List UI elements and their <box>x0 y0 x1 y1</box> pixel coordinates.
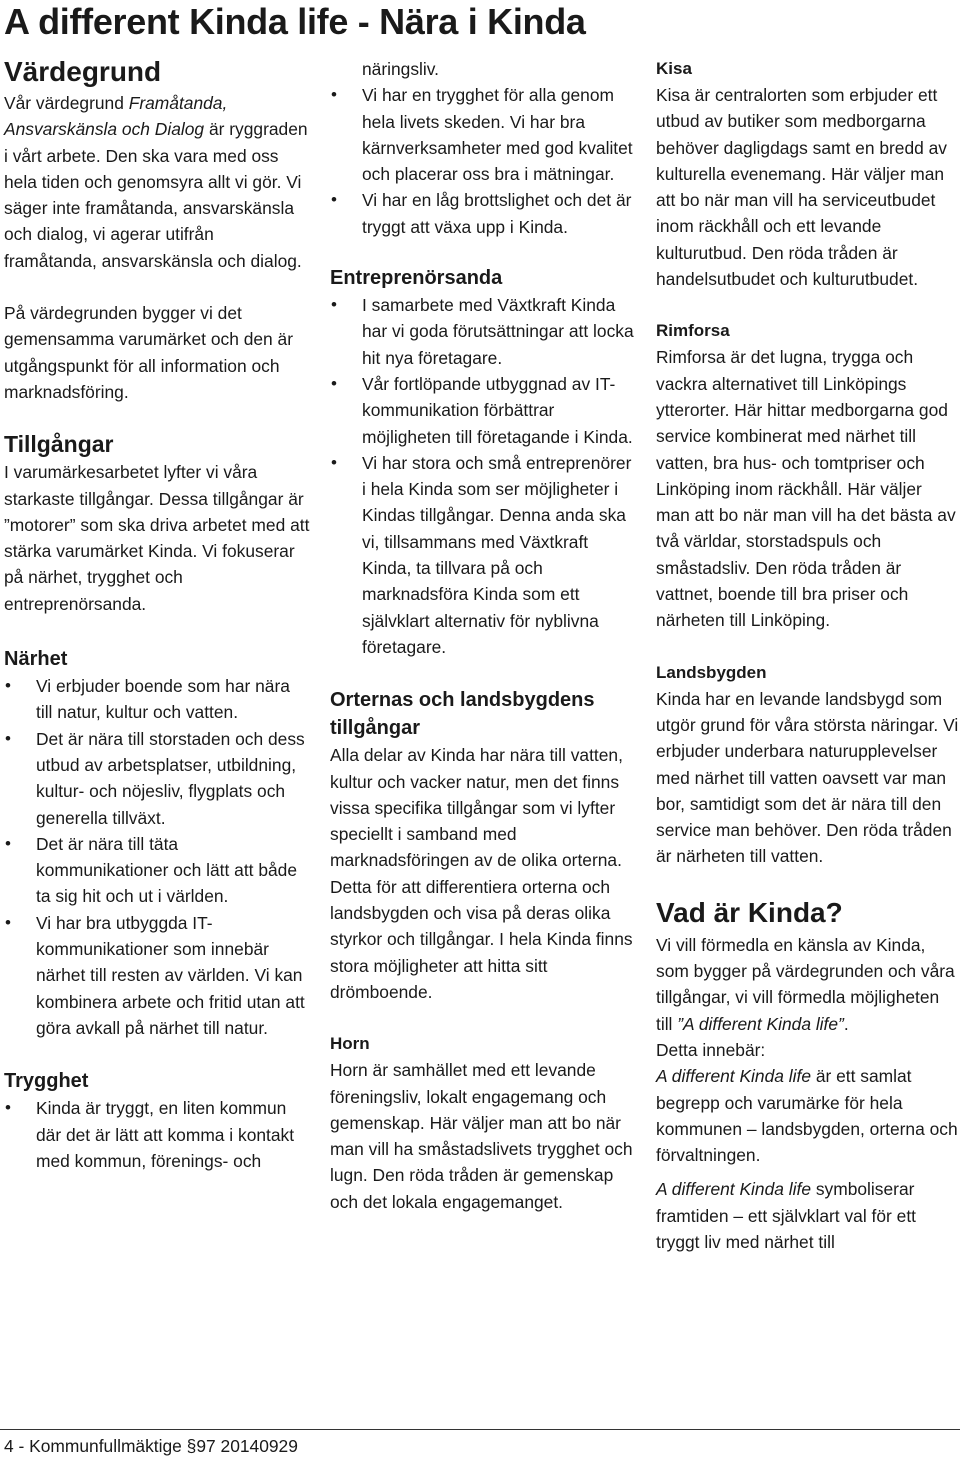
heading-entreprenorsanda: Entreprenörsanda <box>330 267 503 290</box>
list-item: • Vi har bra utbyggda IT-kommunikationer som innebär närhet till resten av världen. Vi kan kombinera arbete och fritid utan att göra avkall på närhet till natur. <box>4 910 310 1041</box>
trygghet-list-continued <box>330 82 635 240</box>
text-run-italic: A different Kinda life <box>656 1179 811 1200</box>
list-item: • Vi har en trygghet för alla genom hela livets skeden. Vi har bra kärnverksamheter med god kvalitet och placerar oss bra i mätningar. <box>330 82 635 187</box>
trygghet-list <box>4 1095 310 1174</box>
horn-paragraph: Horn är samhället med ett levande föreningsliv, lokalt engagemang och gemenskap. Här väljer man att bo när man vill ha småstadslivets trygghet och lugn. Den röda tråden är gemenskap och det lokala engagemanget. <box>330 1060 633 1212</box>
heading-orternas: Orternas och landsbygdens tillgångar <box>330 689 595 740</box>
text-run-italic: ”A different Kinda life” <box>677 1013 844 1034</box>
heading-rimforsa: Rimforsa <box>656 321 730 341</box>
page-footer: 4 - Kommunfullmäktige §97 20140929 <box>4 1436 298 1456</box>
text-run: symboliserar framtiden – ett självklart val för ett tryggt liv med närhet till <box>656 1179 916 1252</box>
heading-narhet: Närhet <box>4 648 68 671</box>
vad-paragraph-3 <box>656 1063 960 1168</box>
list-item: • Vi har stora och små entreprenörer i hela Kinda som ser möjligheter i Kindas tillgångar. Denna anda ska vi, tillsammans med Växtkraft Kinda, ta tillvara på och marknadsföra Kinda som ett självklart alternativ för nyblivna företagare. <box>330 450 635 660</box>
footer-divider <box>0 1429 960 1430</box>
heading-trygghet: Trygghet <box>4 1070 89 1093</box>
column-middle <box>330 56 635 1215</box>
rimforsa-paragraph: Rimforsa är det lugna, trygga och vackra alternativet till Linköpings ytterorter. Här hittar medborgarna god service kombinerat med närhet till vatten, bra hus- och tomtpriser och Linköping inom räckhåll. Här väljer man att bo när man vill ha det bästa av två världar, storstadspuls och småstadsliv. Den röda tråden är vattnet, boende till bra priser och närheten till Linköping. <box>656 347 956 631</box>
landsbygden-paragraph: Kinda har en levande landsbygd som utgör grund för våra största näringar. Vi erbjuder underbara naturupplevelser med närhet till vatten oavsett var man bor, samtidigt som det är nära till den service man behöver. Den röda tråden är närheten till vatten. <box>656 688 959 867</box>
trygghet-continuation: näringsliv. <box>362 59 440 79</box>
list-item: • I samarbete med Växtkraft Kinda har vi goda förutsättningar att locka hit nya företagare. <box>330 292 635 371</box>
list-item: • Vår fortlöpande utbyggnad av IT-kommunikation förbättrar möjligheten till företagande i Kinda. <box>330 371 635 450</box>
orternas-paragraph: Alla delar av Kinda har nära till vatten, kultur och vacker natur, men det finns vissa specifika tillgångar som vi lyfter speciellt i samband med marknadsföringen av de olika orterna. Detta för att differentiera orterna och landsbygden och visa på deras olika styrkor och tillgångar. I hela Kinda finns stora möjligheter att hitta sitt drömboende. <box>330 745 633 1002</box>
text-run: . <box>843 1013 849 1034</box>
kisa-paragraph: Kisa är centralorten som erbjuder ett utbud av butiker som medborgarna behöver dagligdags samt en bredd av kulturella evenemang. Här väljer man att bo när man vill ha serviceutbudet inom räckhåll och ett levande kulturutbud. Den röda tråden är handelsutbudet och kulturutbudet. <box>656 85 948 290</box>
column-right <box>656 56 960 1255</box>
text-run: Vi vill förmedla en känsla av Kinda, som bygger på värdegrunden och våra tillgångar, vi vill förmedla möjligheten till <box>656 934 955 1034</box>
list-item: • Det är nära till storstaden och dess utbud av arbetsplatser, utbildning, kultur- och nöjesliv, flygplats och generella tillväxt. <box>4 726 310 831</box>
list-item: • Kinda är tryggt, en liten kommun där det är lätt att komma i kontakt med kommun, förenings- och <box>4 1095 310 1174</box>
column-left <box>4 56 310 1174</box>
list-item: • Vi erbjuder boende som har nära till natur, kultur och vatten. <box>4 673 310 726</box>
text-run: är ryggraden i vårt arbete. Den ska vara med oss hela tiden och genomsyra allt vi gör. Vi säger inte framåtanda, ansvarskänsla och dialog, vi agerar utifrån framåtanda, ansvarskänsla och dialog. <box>4 119 308 271</box>
heading-tillgangar: Tillgångar <box>4 431 114 458</box>
vardegrund-paragraph-2: På värdegrunden bygger vi det gemensamma varumärket och den är utgångspunkt för all information och marknadsföring. <box>4 303 294 402</box>
entreprenorsanda-list <box>330 292 635 660</box>
heading-kisa: Kisa <box>656 59 692 78</box>
text-run-italic: Framåtanda, Ansvarskänsla och Dialog <box>4 93 228 140</box>
text-run: Vår värdegrund <box>4 93 129 113</box>
heading-vad-ar-kinda: Vad är Kinda? <box>656 896 843 928</box>
narhet-list <box>4 673 310 1041</box>
vad-paragraph-4 <box>656 1176 960 1255</box>
list-item: • Det är nära till täta kommunikationer och lätt att både ta sig hit och ut i världen. <box>4 831 310 910</box>
tillgangar-paragraph: I varumärkesarbetet lyfter vi våra starkaste tillgångar. Dessa tillgångar är ”motorer” som ska driva arbetet med att stärka varumärket Kinda. Vi fokuserar på närhet, trygghet och entreprenörsanda. <box>4 462 310 614</box>
heading-vardegrund: Värdegrund <box>4 56 162 87</box>
heading-landsbygden: Landsbygden <box>656 662 767 682</box>
vardegrund-paragraph-1 <box>4 90 310 274</box>
vad-paragraph-2: Detta innebär: <box>656 1039 766 1060</box>
list-item: • Vi har en låg brottslighet och det är tryggt att växa upp i Kinda. <box>330 187 635 240</box>
heading-horn: Horn <box>330 1034 370 1054</box>
vad-paragraph-1 <box>656 932 960 1037</box>
text-run-italic: A different Kinda life <box>656 1066 811 1087</box>
page-title: A different Kinda life - Nära i Kinda <box>4 1 586 42</box>
text-run: är ett samlat begrepp och varumärke för hela kommunen – landsbygden, orterna och förvaltningen. <box>656 1066 958 1166</box>
